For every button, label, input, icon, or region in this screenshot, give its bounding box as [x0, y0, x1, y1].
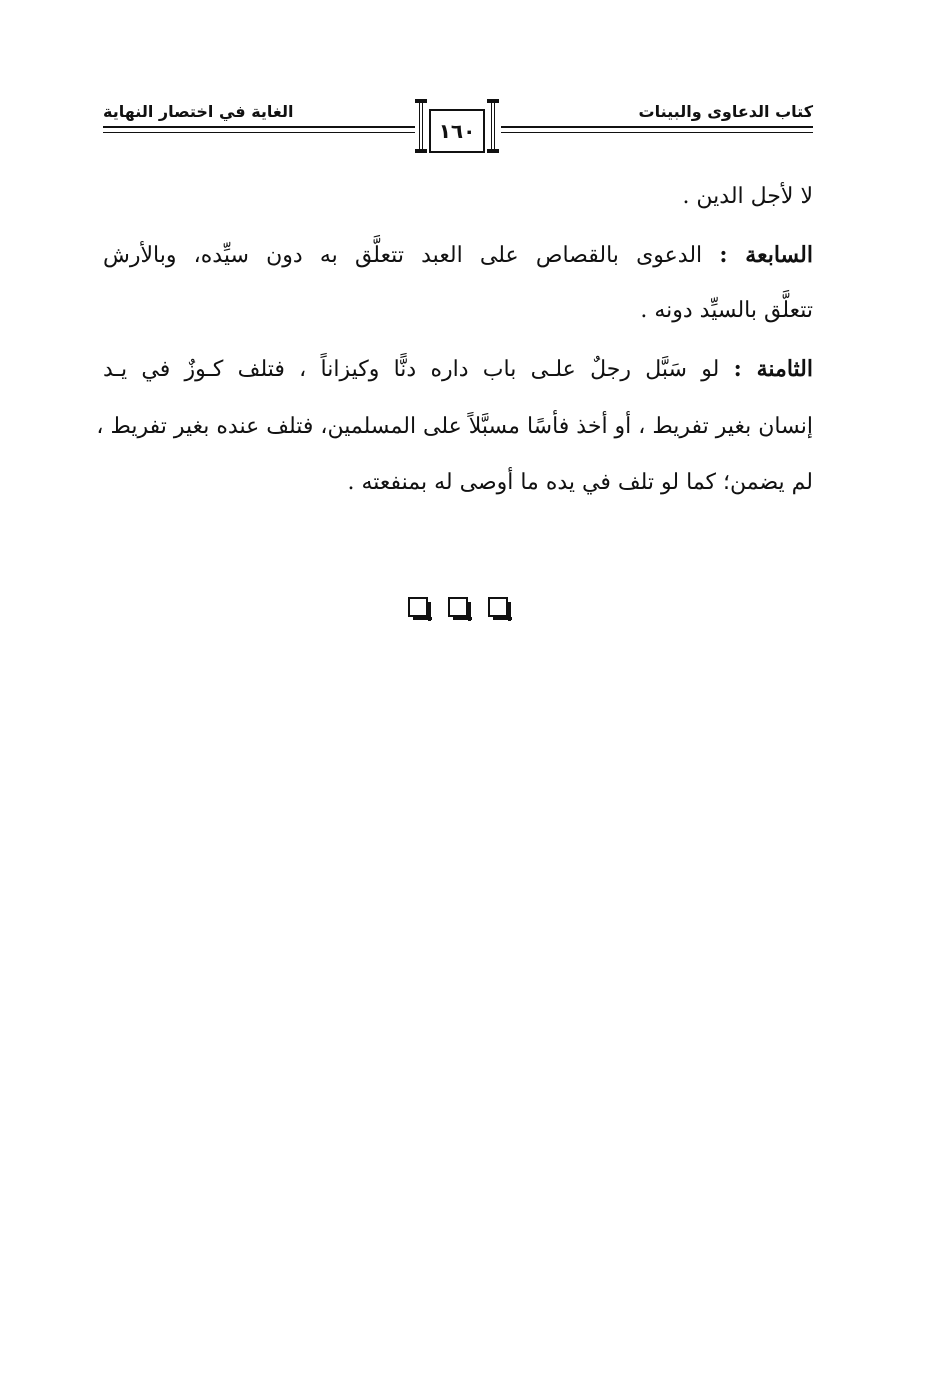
square-mark-icon — [488, 597, 508, 617]
line-text: تتعلَّق بالسيِّد دونه . — [640, 298, 813, 323]
page-number-frame — [415, 99, 501, 155]
header-rule — [501, 132, 813, 133]
line-text: إنسان بغير تفريط ، أو أخذ فأسًا مسبَّلاً على المسلمين، فتلف عنده بغير تفريط ، — [96, 414, 813, 439]
chapter-title: كتاب الدعاوى والبينات — [638, 102, 813, 121]
line-text: الدعوى بالقصاص على العبد تتعلَّق به دون سيِّده، وبالأرش — [103, 243, 703, 268]
line-text: لا لأجل الدين . — [682, 184, 813, 209]
frame-cap — [487, 149, 499, 153]
page-number-box — [429, 109, 485, 153]
paragraph-eighth-line-2 — [96, 414, 813, 439]
paragraph-seventh-line-1 — [103, 242, 813, 268]
paragraph-label: الثامنة : — [733, 356, 813, 382]
page-number: ١٦٠ — [438, 119, 476, 143]
frame-cap — [415, 149, 427, 153]
square-mark-icon — [448, 597, 468, 617]
frame-cap — [415, 99, 427, 103]
frame-cap — [487, 99, 499, 103]
paragraph-label: السابعة : — [719, 242, 813, 268]
paragraph-seventh-line-2 — [640, 298, 813, 323]
header-rule — [501, 126, 813, 128]
paragraph-eighth-line-3 — [347, 470, 813, 495]
line-text: لم يضمن؛ كما لو تلف في يده ما أوصى له بمنفعته . — [347, 470, 813, 495]
book-title: الغاية في اختصار النهاية — [103, 102, 294, 121]
paragraph-eighth-line-1 — [103, 356, 813, 382]
line-text: لو سَبَّل رجلٌ علـى باب داره دنًّا وكيزاناً ، فتلف كـوزٌ في يـد — [103, 357, 720, 382]
text-line — [682, 184, 813, 209]
header-rule — [103, 132, 415, 133]
header-rule — [103, 126, 415, 128]
square-mark-icon — [408, 597, 428, 617]
running-header — [103, 96, 813, 164]
section-end-marks — [408, 597, 508, 621]
